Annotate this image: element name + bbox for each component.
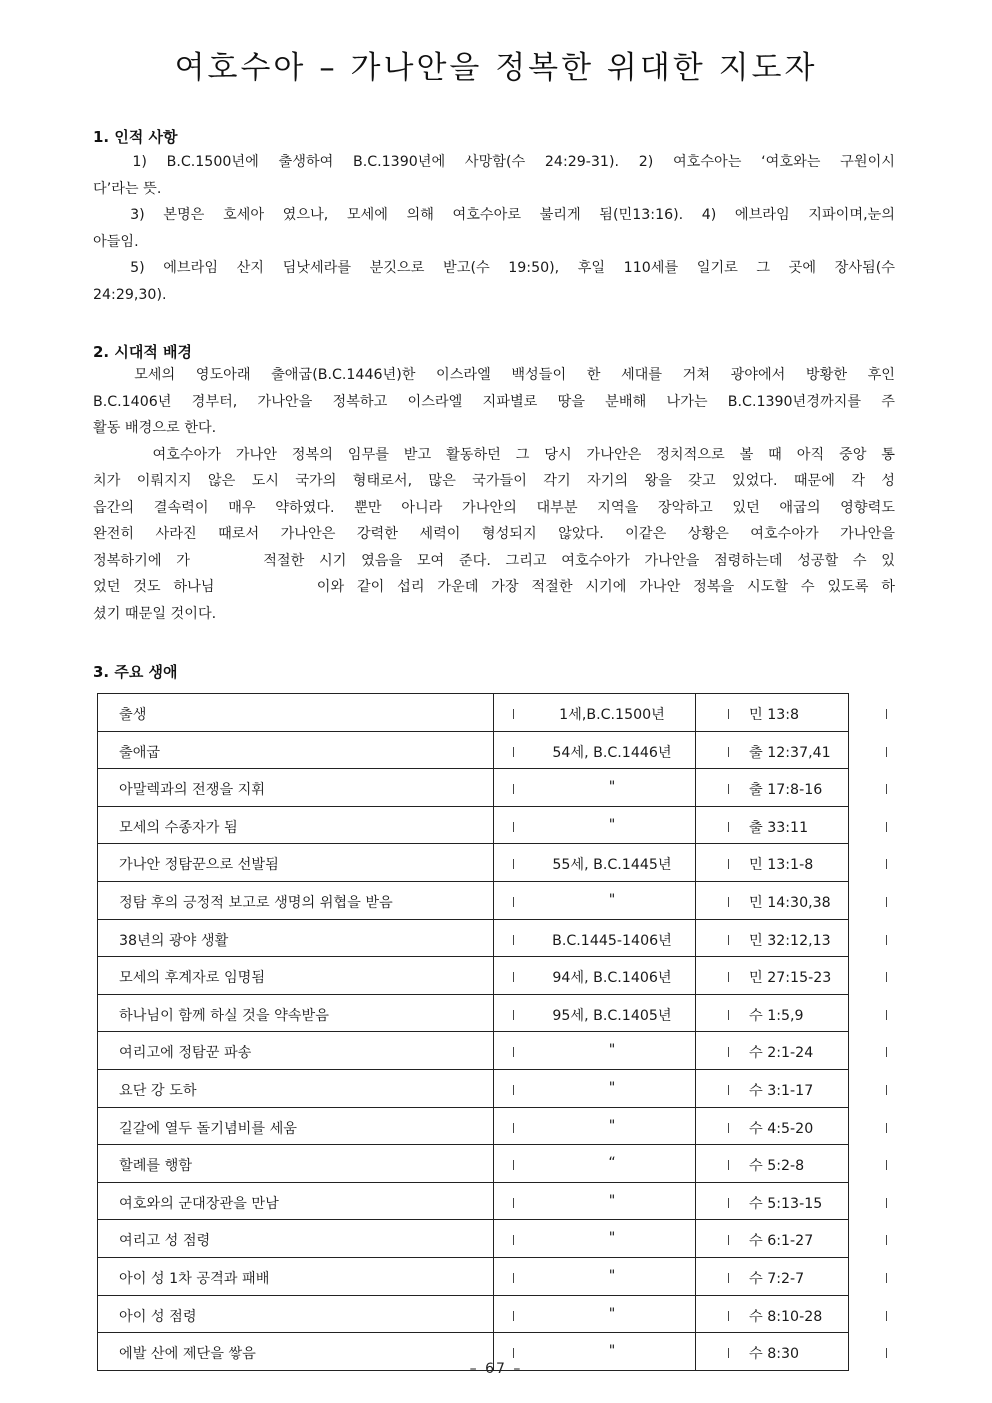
- reference-cell: 수 2:1-24: [749, 1045, 814, 1062]
- cell-separator-mark: [728, 1311, 729, 1321]
- cell-separator-mark: [728, 972, 729, 982]
- text-line: 아들임.: [93, 233, 139, 250]
- table-row: [97, 807, 849, 845]
- reference-cell: 민 27:15-23: [749, 970, 832, 987]
- event-cell: 모세의 후계자로 임명됨: [119, 970, 266, 987]
- event-cell: 아말렉과의 전쟁을 지휘: [119, 782, 266, 799]
- section-background-body: [93, 362, 895, 627]
- column-divider: [848, 1032, 849, 1069]
- column-divider: [97, 1220, 98, 1257]
- column-divider: [493, 1220, 494, 1257]
- column-divider: [493, 1145, 494, 1182]
- column-divider: [848, 1258, 849, 1295]
- table-row: [97, 1145, 849, 1183]
- life-events-table: [97, 693, 849, 1371]
- text-line: 완전히 사라진 때로서 가나안은 강력한 세력이 형성되지 않았다. 이같은 상황은 여호수아가 가나안을: [93, 526, 895, 542]
- event-cell: 아이 성 1차 공격과 패배: [119, 1270, 270, 1287]
- table-row: [97, 920, 849, 958]
- cell-separator-mark: [728, 897, 729, 907]
- cell-separator-mark: [886, 1311, 887, 1321]
- column-divider: [493, 1032, 494, 1069]
- cell-separator-mark: [886, 822, 887, 832]
- text-line: 다’라는 뜻.: [93, 180, 162, 197]
- column-divider: [97, 920, 98, 957]
- age-date-cell: ": [608, 1079, 616, 1096]
- table-row: [97, 694, 849, 732]
- event-cell: 에발 산에 제단을 쌓음: [119, 1346, 256, 1363]
- event-cell: 여호와의 군대장관을 만남: [119, 1195, 279, 1212]
- column-divider: [493, 882, 494, 919]
- column-divider: [493, 1258, 494, 1295]
- age-date-cell: ": [608, 1267, 616, 1284]
- reference-cell: 수 7:2-7: [749, 1270, 805, 1287]
- table-row: [97, 1220, 849, 1258]
- cell-separator-mark: [886, 1235, 887, 1245]
- reference-cell: 수 8:10-28: [749, 1308, 823, 1325]
- column-divider: [97, 882, 98, 919]
- cell-separator-mark: [886, 897, 887, 907]
- cell-separator-mark: [728, 784, 729, 794]
- cell-separator-mark: [728, 1235, 729, 1245]
- reference-cell: 민 13:8: [749, 707, 800, 723]
- reference-cell: 민 13:1-8: [749, 857, 814, 874]
- event-cell: 하나님이 함께 하실 것을 약속받음: [119, 1007, 329, 1024]
- text-line: 여호수아가 가나안 정복의 임무를 받고 활동하던 그 당시 가나안은 정치적으로 볼 때 아직 중앙 통: [93, 446, 895, 463]
- cell-separator-mark: [728, 1198, 729, 1208]
- column-divider: [493, 769, 494, 806]
- age-date-cell: ": [608, 1305, 616, 1322]
- cell-separator-mark: [728, 859, 729, 869]
- event-cell: 정탐 후의 긍정적 보고로 생명의 위협을 받음: [119, 894, 393, 911]
- cell-separator-mark: [886, 1085, 887, 1095]
- cell-separator-mark: [728, 1123, 729, 1133]
- reference-cell: 수 1:5,9: [749, 1007, 804, 1024]
- cell-separator-mark: [728, 1010, 729, 1020]
- column-divider: [493, 844, 494, 881]
- cell-separator-mark: [886, 1348, 887, 1358]
- cell-separator-mark: [728, 1160, 729, 1170]
- section-heading-background: 2. 시대적 배경: [93, 343, 193, 361]
- cell-separator-mark: [886, 784, 887, 794]
- table-row: [97, 1032, 849, 1070]
- text-line: 3) 본명은 호세아 였으나, 모세에 의해 여호수아로 불리게 됨(민13:16). 4) 에브라임 지파이며,눈의: [93, 207, 895, 223]
- cell-separator-mark: [886, 709, 887, 719]
- cell-separator-mark: [886, 1123, 887, 1133]
- text-line: 읍간의 결속력이 매우 약하였다. 뿐만 아니라 가나안의 대부분 지역을 장악하고 있던 애굽의 영향력도: [93, 499, 895, 516]
- column-divider: [97, 1032, 98, 1069]
- text-line: 24:29,30).: [93, 286, 167, 303]
- column-divider: [848, 1070, 849, 1107]
- column-divider: [848, 844, 849, 881]
- cell-separator-mark: [886, 1198, 887, 1208]
- reference-cell: 수 5:2-8: [749, 1158, 805, 1175]
- reference-cell: 출 33:11: [749, 819, 809, 836]
- age-date-cell: 95세, B.C.1405년: [552, 1007, 672, 1024]
- column-divider: [848, 1108, 849, 1145]
- column-divider: [493, 920, 494, 957]
- cell-separator-mark: [728, 935, 729, 945]
- column-divider: [97, 1145, 98, 1182]
- column-divider: [848, 694, 849, 731]
- age-date-cell: 94세, B.C.1406년: [552, 970, 672, 987]
- cell-separator-mark: [886, 1010, 887, 1020]
- age-date-cell: ": [608, 779, 616, 796]
- column-divider: [97, 1108, 98, 1145]
- event-cell: 모세의 수종자가 됨: [119, 819, 238, 836]
- cell-separator-mark: [886, 1160, 887, 1170]
- reference-cell: 민 14:30,38: [749, 894, 831, 911]
- column-divider: [848, 807, 849, 844]
- column-divider: [493, 732, 494, 769]
- reference-cell: 수 5:13-15: [749, 1195, 823, 1212]
- column-divider: [97, 769, 98, 806]
- section-personal-body: [93, 149, 895, 308]
- cell-separator-mark: [886, 1047, 887, 1057]
- cell-separator-mark: [728, 1085, 729, 1095]
- cell-separator-mark: [886, 747, 887, 757]
- column-divider: [97, 807, 98, 844]
- age-date-cell: ": [608, 1230, 616, 1247]
- column-divider: [97, 1296, 98, 1333]
- cell-separator-mark: [728, 822, 729, 832]
- column-divider: [493, 694, 494, 731]
- text-line: 셨기 때문일 것이다.: [93, 605, 217, 622]
- table-row: [97, 1258, 849, 1296]
- reference-cell: 수 4:5-20: [749, 1120, 814, 1137]
- table-row: [97, 882, 849, 920]
- text-line: B.C.1406년 경부터, 가나안을 정복하고 이스라엘 지파별로 땅을 분배해 나가는 B.C.1390년경까지를 주: [93, 393, 895, 410]
- reference-cell: 수 8:30: [749, 1346, 800, 1363]
- cell-separator-mark: [886, 1273, 887, 1283]
- column-divider: [97, 1070, 98, 1107]
- column-divider: [493, 807, 494, 844]
- cell-separator-mark: [728, 1273, 729, 1283]
- age-date-cell: ": [608, 816, 616, 833]
- column-divider: [493, 1108, 494, 1145]
- column-divider: [493, 995, 494, 1032]
- column-divider: [848, 732, 849, 769]
- age-date-cell: ": [608, 1042, 616, 1059]
- text-line: 치가 이뤄지지 않은 도시 국가의 형태로서, 많은 국가들이 각기 자기의 왕을 갖고 있었다. 때문에 각 성: [93, 473, 895, 489]
- column-divider: [848, 882, 849, 919]
- column-divider: [848, 1183, 849, 1220]
- age-date-cell: 55세, B.C.1445년: [552, 857, 672, 874]
- reference-cell: 출 17:8-16: [749, 782, 823, 799]
- event-cell: 할례를 행함: [119, 1158, 193, 1175]
- event-cell: 출생: [119, 707, 147, 723]
- column-divider: [848, 957, 849, 994]
- table-row: [97, 957, 849, 995]
- table-row: [97, 732, 849, 770]
- text-line: 정복하기에 가 적절한 시기 였음을 모여 준다. 그리고 여호수아가 가나안을 점령하는데 성공할 수 있: [93, 552, 895, 569]
- event-cell: 아이 성 점령: [119, 1308, 197, 1325]
- text-line: 활동 배경으로 한다.: [93, 420, 217, 436]
- age-date-cell: ": [608, 1343, 616, 1360]
- age-date-cell: ": [608, 1117, 616, 1134]
- column-divider: [493, 957, 494, 994]
- column-divider: [97, 694, 98, 731]
- text-line: 5) 에브라임 산지 딤낫세라를 분깃으로 받고(수 19:50), 후일 110세를 일기로 그 곳에 장사됨(수: [93, 260, 895, 276]
- age-date-cell: 54세, B.C.1446년: [552, 744, 672, 761]
- event-cell: 여리고 성 점령: [119, 1233, 211, 1250]
- column-divider: [97, 995, 98, 1032]
- section-heading-life: 3. 주요 생애: [93, 663, 178, 681]
- event-cell: 38년의 광야 생활: [119, 932, 229, 949]
- cell-separator-mark: [886, 972, 887, 982]
- reference-cell: 수 3:1-17: [749, 1082, 814, 1099]
- cell-separator-mark: [728, 747, 729, 757]
- event-cell: 출애굽: [119, 744, 161, 761]
- event-cell: 요단 강 도하: [119, 1082, 197, 1099]
- cell-separator-mark: [728, 709, 729, 719]
- event-cell: 가나안 정탐꾼으로 선발됨: [119, 857, 279, 874]
- column-divider: [848, 1296, 849, 1333]
- page-number: – 67 –: [469, 1361, 523, 1377]
- column-divider: [848, 920, 849, 957]
- column-divider: [848, 769, 849, 806]
- column-divider: [97, 1258, 98, 1295]
- table-row: [97, 1296, 849, 1334]
- column-divider: [848, 995, 849, 1032]
- table-row: [97, 1070, 849, 1108]
- age-date-cell: “: [608, 1155, 616, 1172]
- text-line: 1) B.C.1500년에 출생하여 B.C.1390년에 사망함(수 24:29-31). 2) 여호수아는 ‘여호와는 구원이시: [93, 154, 895, 170]
- column-divider: [97, 844, 98, 881]
- cell-separator-mark: [886, 935, 887, 945]
- cell-separator-mark: [728, 1348, 729, 1358]
- event-cell: 여리고에 정탐꾼 파송: [119, 1045, 252, 1062]
- column-divider: [97, 957, 98, 994]
- table-row: [97, 995, 849, 1033]
- cell-separator-mark: [886, 859, 887, 869]
- table-row: [97, 844, 849, 882]
- age-date-cell: B.C.1445-1406년: [552, 932, 672, 949]
- reference-cell: 수 6:1-27: [749, 1233, 814, 1250]
- reference-cell: 민 32:12,13: [749, 932, 831, 949]
- cell-separator-mark: [728, 1047, 729, 1057]
- column-divider: [97, 1183, 98, 1220]
- age-date-cell: 1세,B.C.1500년: [559, 707, 665, 723]
- table-row: [97, 1183, 849, 1221]
- event-cell: 길갈에 열두 돌기념비를 세움: [119, 1120, 297, 1137]
- age-date-cell: ": [608, 1192, 616, 1209]
- column-divider: [97, 732, 98, 769]
- column-divider: [848, 1220, 849, 1257]
- text-line: 모세의 영도아래 출애굽(B.C.1446년)한 이스라엘 백성들이 한 세대를 거쳐 광야에서 방황한 후인: [93, 367, 895, 383]
- age-date-cell: ": [608, 891, 616, 908]
- column-divider: [493, 1070, 494, 1107]
- column-divider: [493, 1183, 494, 1220]
- reference-cell: 출 12:37,41: [749, 744, 831, 761]
- text-line: 었던 것도 하나님 이와 같이 섭리 가운데 가장 적절한 시기에 가나안 정복을 시도할 수 있도록 하: [93, 579, 895, 595]
- page-title: 여호수아 – 가나안을 정복한 위대한 지도자: [174, 50, 818, 86]
- table-row: [97, 1108, 849, 1146]
- table-row: [97, 769, 849, 807]
- column-divider: [848, 1145, 849, 1182]
- section-heading-personal: 1. 인적 사항: [93, 128, 178, 146]
- column-divider: [493, 1296, 494, 1333]
